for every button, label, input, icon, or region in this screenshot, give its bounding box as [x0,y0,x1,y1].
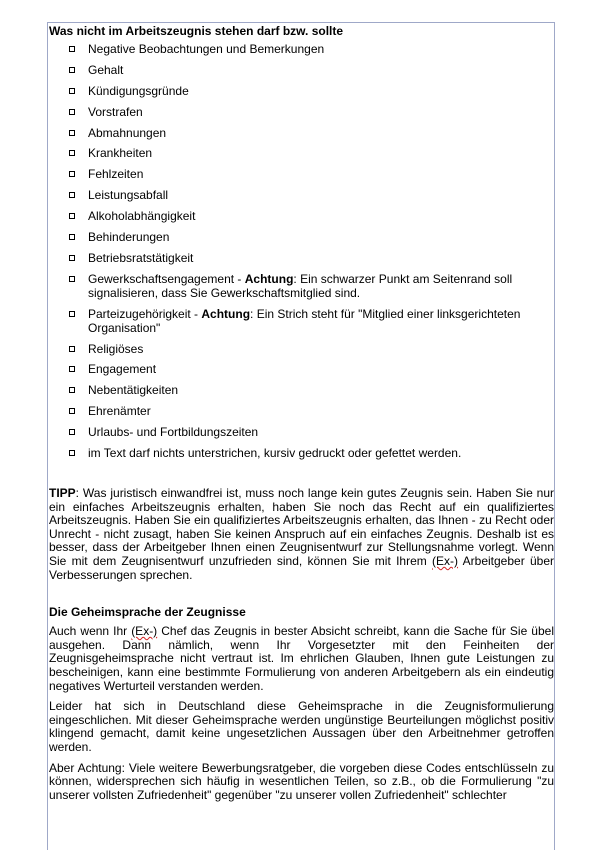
list-item [49,167,554,181]
item-list [49,42,554,460]
square-bullet-icon [69,67,75,73]
tip-label: TIPP [49,486,76,501]
paragraph-1-a: Auch wenn Ihr [49,624,132,639]
paragraph-3: Aber Achtung: Viele weitere Bewerbungsratgeber, die vorgeben diese Codes entschlüsseln zu können, widersprechen sich häufig in wesentlichen Teilen, so z.B., ob die Formulierung "zu unserer vollsten Zufriedenheit" gegenüber "zu unserer vollen Zufriedenheit" schlechter [49,760,554,802]
list-item [49,272,554,300]
list-item-text: Negative Beobachtungen und Bemerkungen [88,42,325,56]
square-bullet-icon [69,88,75,94]
list-item-text: Vorstrafen [88,104,143,119]
tip-block [49,487,554,582]
list-item-text: Leistungsabfall [88,188,169,203]
square-bullet-icon [69,150,75,156]
square-bullet-icon [69,450,75,456]
tip-text-b: Arbeitgeber über Verbesserungen sprechen. [49,554,554,582]
list-item [49,105,554,119]
list-item [49,404,554,418]
list-item [49,230,554,244]
square-bullet-icon [69,311,75,317]
list-item-emphasis: Achtung [244,271,294,286]
list-item [49,383,554,397]
list-item-text: Betriebsratstätigkeit [88,250,194,265]
square-bullet-icon [69,346,75,352]
list-item-text: im Text darf nichts unterstrichen, kursiv gedruckt oder gefettet werden. [88,446,462,461]
list-item-text: Ehrenämter [88,404,151,419]
square-bullet-icon [69,234,75,240]
paragraph-1 [49,625,554,693]
list-item [49,188,554,202]
paragraph-2: Leider hat sich in Deutschland diese Geheimsprache in die Zeugnisformulierung eingeschlichen. Mit dieser Geheimsprache werden ungünstige Beurteilungen möglichst positiv klingend gemacht, damit keine ungesetzlichen Aussagen über den Arbeitnehmer getroffen werden. [49,699,554,754]
list-item-text: Urlaubs- und Fortbildungszeiten [88,425,259,440]
square-bullet-icon [69,255,75,261]
list-item [49,251,554,265]
tip-paragraph [49,487,554,582]
tip-text-a: : Was juristisch einwandfrei ist, muss noch lange kein gutes Zeugnis sein. Haben Sie nur ein einfaches Arbeitszeugnis erhalten, haben Sie noch das Recht auf ein qualifiziertes Arbeitszeugnis. Haben Sie ein qualifiziertes Arbeitszeugnis erhalten, das Ihnen - zu Recht oder Unrecht - nicht zusagt, haben Sie keinen Anspruch auf ein einfaches Zeugnis. Deshalb ist es besser, dass der Arbeitgeber Ihnen einen Zeugnisentwurf zur Stellungsnahme vorlegt. Wenn Sie mit dem Zeugnisentwurf unzufrieden sind, können Sie mit Ihrem [49,486,554,568]
square-bullet-icon [69,429,75,435]
square-bullet-icon [69,276,75,282]
list-item [49,446,554,460]
list-item-text: Fehlzeiten [88,167,144,182]
square-bullet-icon [69,130,75,136]
list-item [49,84,554,98]
list-item-text: : Ein Strich steht für "Mitglied einer linksgerichteten Organisation" [88,306,521,335]
list-item-text: Krankheiten [88,146,153,161]
square-bullet-icon [69,366,75,372]
list-item-text: : Ein schwarzer Punkt am Seitenrand soll signalisieren, dass Sie Gewerkschaftsmitglied sind. [88,271,513,300]
list-item [49,42,554,56]
list-item-text: Abmahnungen [88,125,167,140]
paragraph-1-b: Chef das Zeugnis in bester Absicht schreibt, kann die Sache für Sie übel ausgehen. Dann nämlich, wenn Ihr Vorgesetzter mit den Feinheiten der Zeugnisgeheimsprache nicht vertraut ist. Im ehrlichen Glauben, Ihnen gute Leistungen zu bescheinigen, kann eine bestimmte Formulierung von anderen Arbeitgebern als ein eindeutig negatives Werturteil verstanden werden. [49,624,554,693]
square-bullet-icon [69,213,75,219]
list-item-text: Gehalt [88,62,124,77]
list-item [49,146,554,160]
document-content [49,24,554,802]
section-heading: Was nicht im Arbeitszeugnis stehen darf bzw. sollte [49,24,344,38]
paragraph-1-ex: (Ex-) [131,624,158,639]
square-bullet-icon [69,171,75,177]
list-item-text: Gewerkschaftsengagement - [88,271,245,286]
list-item [49,342,554,356]
list-item-text: Religiöses [88,341,144,356]
square-bullet-icon [69,387,75,393]
square-bullet-icon [69,109,75,115]
list-item-text: Parteizugehörigkeit - [88,306,202,321]
list-item-text: Alkoholabhängigkeit [88,209,196,224]
list-item-text: Engagement [88,362,157,377]
list-item [49,425,554,439]
square-bullet-icon [69,408,75,414]
list-item-text: Kündigungsgründe [88,83,189,98]
list-item-emphasis: Achtung [201,306,251,321]
list-item [49,209,554,223]
list-item [49,63,554,77]
list-item-text: Nebentätigkeiten [88,383,179,398]
list-item [49,362,554,376]
list-item [49,307,554,335]
list-item-text: Behinderungen [88,230,170,245]
tip-ex: (Ex-) [432,554,459,568]
section-title: Die Geheimsprache der Zeugnisse [49,605,246,620]
list-item [49,126,554,140]
square-bullet-icon [69,46,75,52]
square-bullet-icon [69,192,75,198]
